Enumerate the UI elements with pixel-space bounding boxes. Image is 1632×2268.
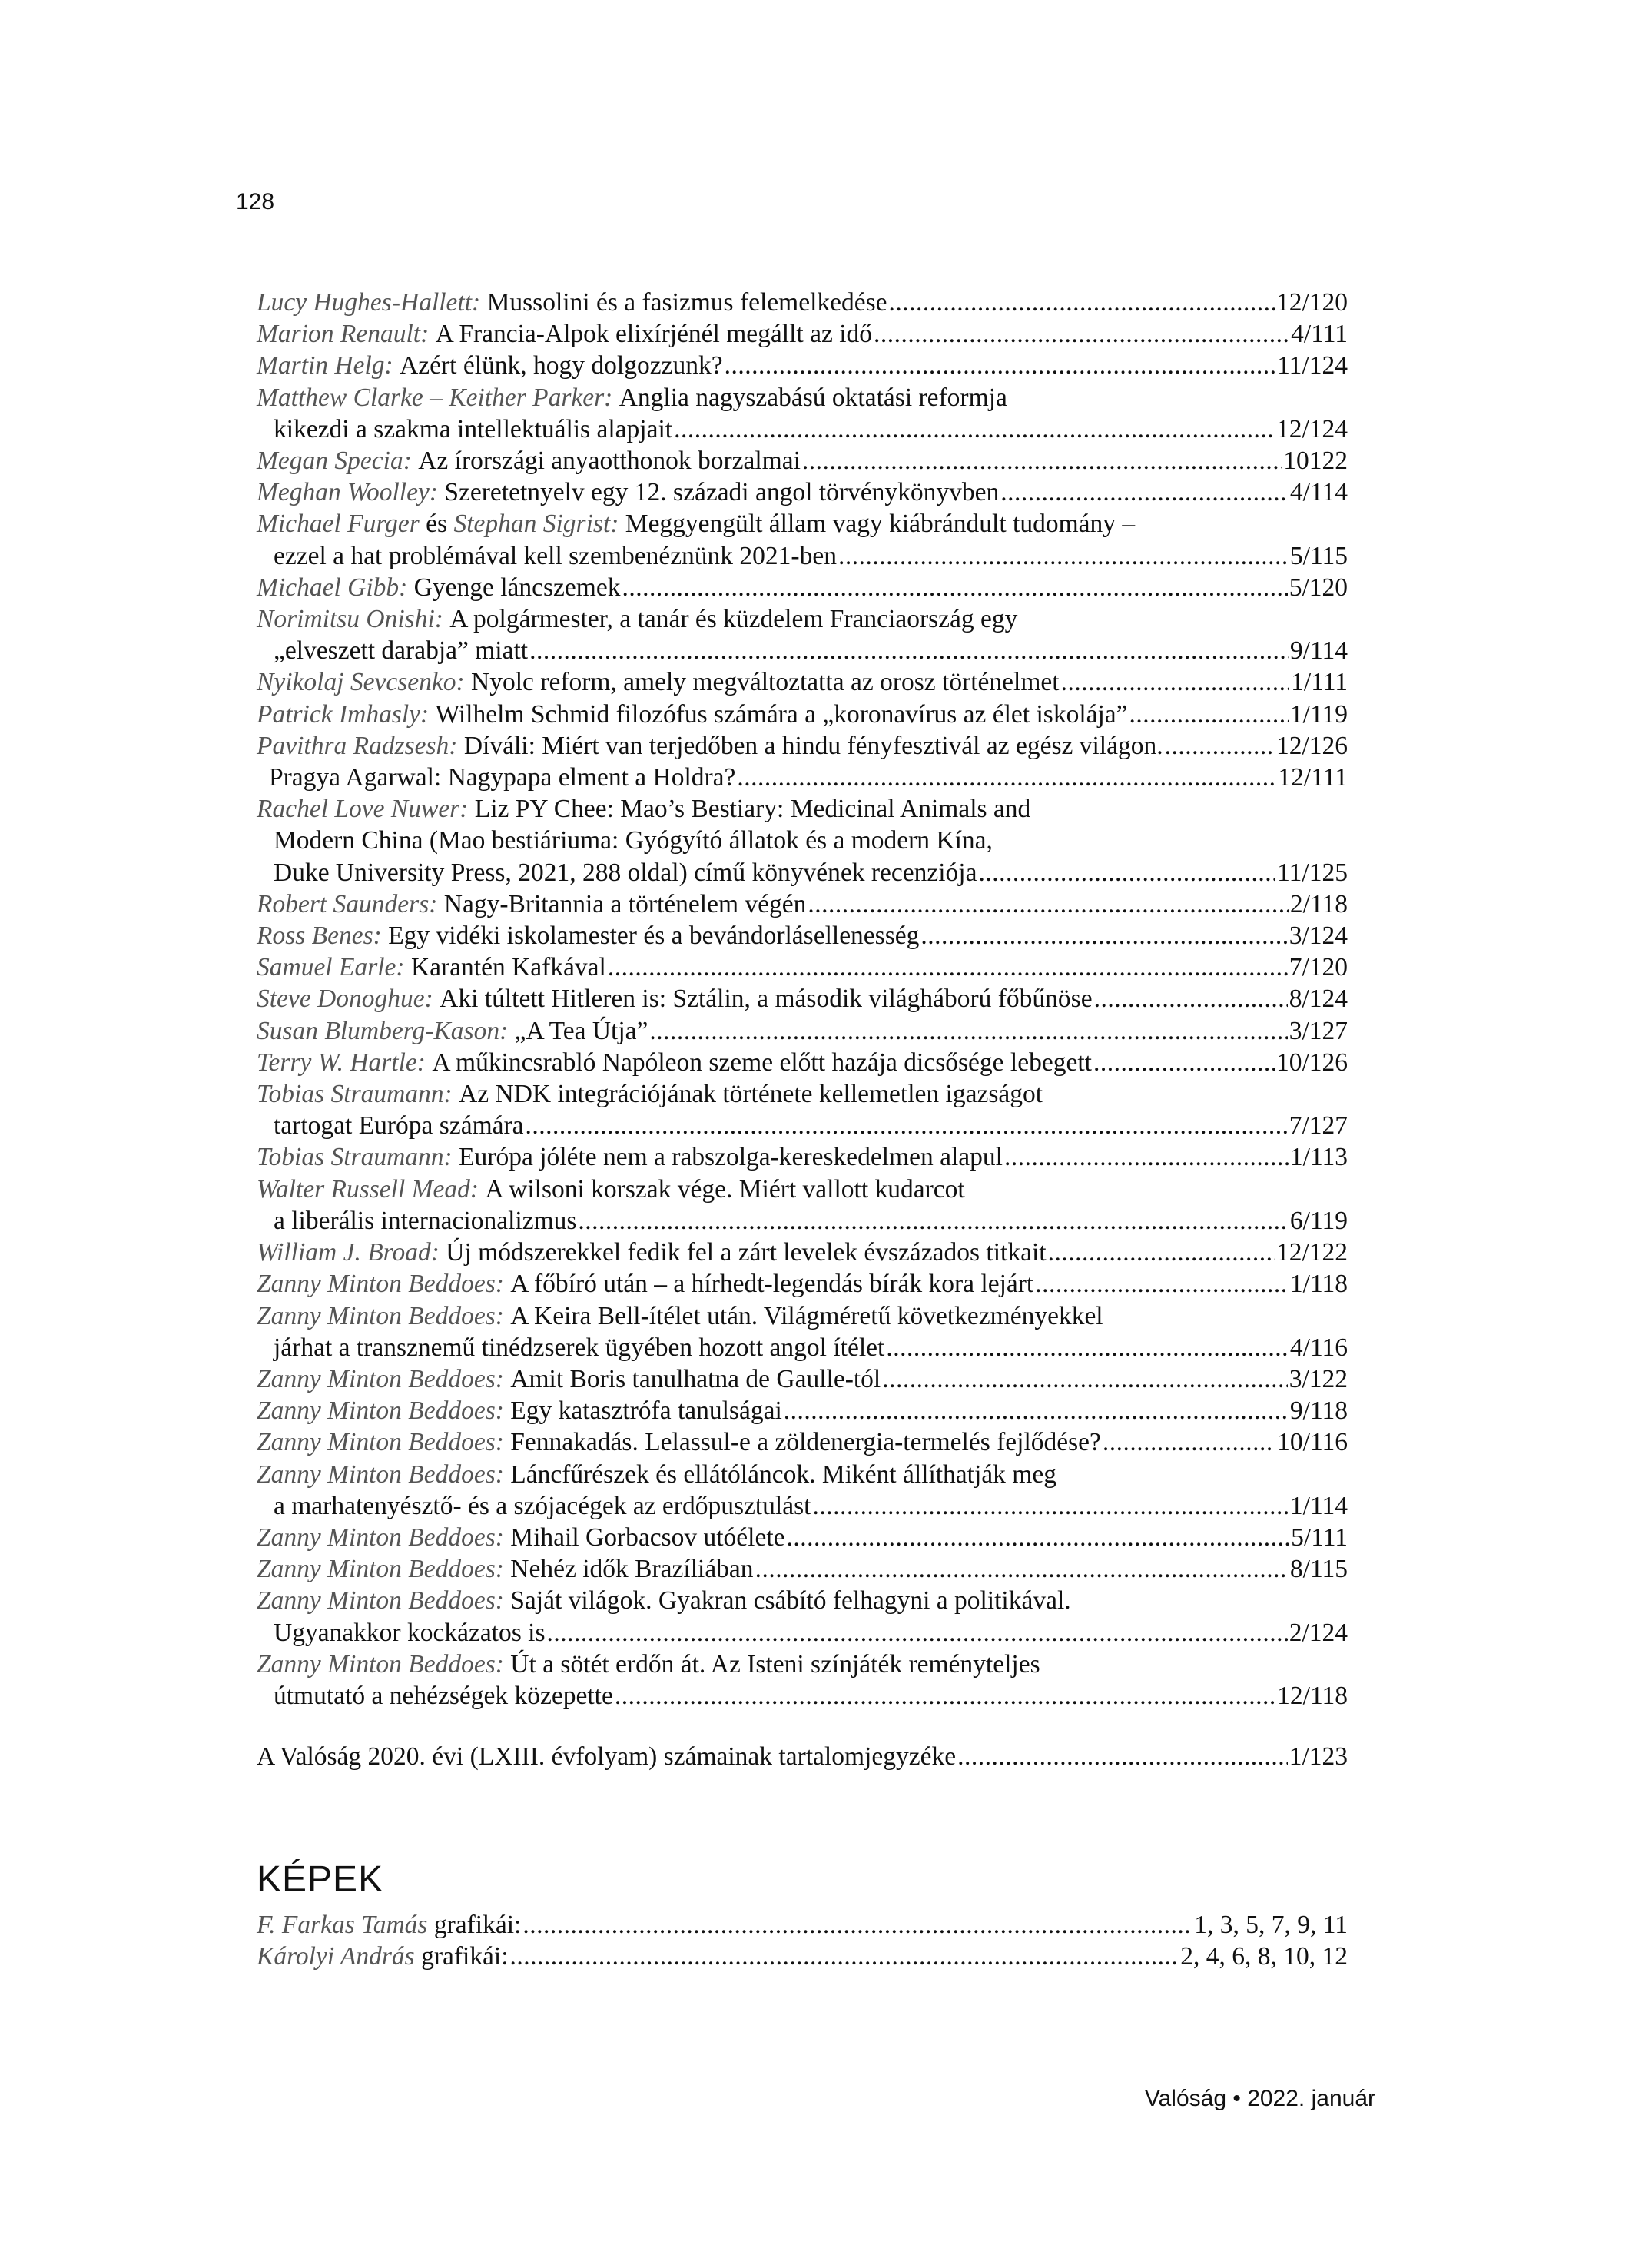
- image-credit-entry: [257, 1909, 1348, 1941]
- dot-leader: [1094, 983, 1288, 1014]
- artist-pages: 1, 3, 5, 7, 9, 11: [1194, 1911, 1348, 1939]
- dot-leader: [886, 1332, 1289, 1363]
- dot-leader: [1061, 666, 1290, 698]
- toc-entry: [257, 572, 1348, 603]
- toc-entry: [257, 1426, 1348, 1458]
- entry-author: Terry W. Hartle:: [257, 1048, 426, 1077]
- section-title-kepek: KÉPEK: [257, 1859, 384, 1900]
- toc-entry: [257, 382, 1348, 445]
- entry-page-ref: 8/115: [1289, 1555, 1348, 1584]
- entry-author: Marion Renault:: [257, 320, 430, 349]
- toc-entry-line: [257, 318, 1348, 350]
- dot-leader: [1103, 1426, 1275, 1458]
- entry-title: tartogat Európa számára: [274, 1111, 524, 1141]
- entry-page-ref: 10/126: [1275, 1048, 1348, 1077]
- entry-author: Robert Saunders:: [257, 889, 438, 918]
- entry-title: „elveszett darabja” miatt: [274, 636, 529, 666]
- toc-entry-line: [257, 699, 1348, 730]
- entry-page-ref: 12/120: [1275, 288, 1348, 317]
- entry-title: A főbíró után – a hírhedt-legendás bírák kora lejárt: [510, 1270, 1034, 1299]
- dot-leader: [812, 1490, 1288, 1522]
- entry-author: Tobias Straumann:: [257, 1143, 453, 1172]
- toc-entry: [257, 793, 1348, 888]
- entry-page-ref: 1/119: [1289, 699, 1348, 729]
- toc-entry: [257, 1395, 1348, 1426]
- entry-title: Díváli: Miért van terjedőben a hindu fényfesztivál az egész világon.: [463, 731, 1163, 760]
- toc-entry-line: [257, 825, 1348, 856]
- dot-leader: [615, 1680, 1275, 1712]
- entry-page-ref: 7/120: [1289, 953, 1348, 982]
- dot-leader: [526, 1110, 1288, 1141]
- entry-page-ref: 9/114: [1289, 636, 1348, 666]
- toc-entry-line: [257, 730, 1348, 762]
- entry-author: Nyikolaj Sevcsenko:: [257, 668, 465, 697]
- toc-entry-line: [257, 1237, 1348, 1268]
- dot-leader: [510, 1941, 1179, 1972]
- toc-entry: [257, 888, 1348, 920]
- entry-page-ref: 11/125: [1277, 858, 1348, 887]
- entry-title: Karantén Kafkával: [410, 953, 606, 982]
- toc-entry: [257, 920, 1348, 951]
- toc-entry-line: [257, 888, 1348, 920]
- entry-page-ref: 9/118: [1289, 1396, 1348, 1426]
- entry-title: Szeretetnyelv egy 12. századi angol törvénykönyvben: [444, 478, 1000, 507]
- entry-author-2: Stephan Sigrist:: [453, 510, 619, 539]
- entry-title: Nehéz idők Brazíliában: [510, 1555, 754, 1584]
- dot-leader: [808, 888, 1289, 920]
- dot-leader: [1129, 699, 1289, 730]
- annual-index-title: A Valóság 2020. évi (LXIII. évfolyam) számainak tartalomjegyzéke: [257, 1742, 957, 1772]
- toc-entry-line: [257, 287, 1348, 318]
- entry-author: Megan Specia:: [257, 447, 412, 476]
- entry-page-ref: 11/124: [1277, 351, 1348, 380]
- entry-author: William J. Broad:: [257, 1238, 440, 1267]
- toc-entry-line: [257, 1078, 1348, 1110]
- toc-entry: [257, 1047, 1348, 1078]
- toc-entry-line: [257, 1141, 1348, 1173]
- entry-title: Mihail Gorbacsov utóélete: [510, 1523, 785, 1552]
- dot-leader: [1048, 1237, 1275, 1268]
- entry-page-ref: 3/124: [1289, 921, 1348, 951]
- dot-leader: [674, 413, 1275, 445]
- toc-entry: [257, 1141, 1348, 1173]
- dot-leader: [784, 1395, 1289, 1426]
- entry-title: ezzel a hat problémával kell szembenéznünk 2021-ben: [274, 541, 837, 570]
- toc-entry: [257, 730, 1348, 762]
- entry-title: a marhatenyésztő- és a szójacégek az erdőpusztulást: [274, 1491, 811, 1520]
- entry-title: Út a sötét erdőn át. Az Isteni színjáték reményteljes: [510, 1649, 1040, 1679]
- dot-leader: [1000, 477, 1289, 508]
- entry-page-ref: 5/120: [1289, 573, 1348, 602]
- entry-page-ref: 1/111: [1291, 668, 1348, 697]
- annual-index-entry: [257, 1741, 1348, 1772]
- entry-title: A wilsoni korszak vége. Miért vallott kudarcot: [485, 1174, 965, 1204]
- toc-entry-line: [257, 635, 1348, 666]
- entry-author: Martin Helg:: [257, 351, 393, 380]
- toc-entry-line: [257, 1490, 1348, 1522]
- entry-title: Egy vidéki iskolamester és a bevándorlásellenesség: [388, 921, 920, 951]
- entry-author: Michael Gibb:: [257, 573, 408, 602]
- entry-title: Modern China (Mao bestiáriuma: Gyógyító állatok és a modern Kína,: [274, 826, 993, 855]
- entry-author: Zanny Minton Beddoes:: [257, 1301, 504, 1330]
- toc-entry: [257, 1649, 1348, 1712]
- entry-page-ref: 1/114: [1289, 1491, 1348, 1520]
- entry-title: Az NDK integrációjának története kellemetlen igazságot: [459, 1080, 1043, 1109]
- entry-author: Susan Blumberg-Kason:: [257, 1016, 509, 1045]
- entry-author: Tobias Straumann:: [257, 1080, 453, 1109]
- dot-leader: [882, 1363, 1287, 1395]
- footer-journal-issue: Valóság • 2022. január: [1144, 2086, 1375, 2111]
- entry-author: Zanny Minton Beddoes:: [257, 1586, 504, 1615]
- dot-leader: [957, 1741, 1288, 1772]
- toc-entry: [257, 287, 1348, 318]
- toc-entry-line: [257, 508, 1348, 540]
- entry-title: Liz PY Chee: Mao’s Bestiary: Medicinal Animals and: [474, 795, 1031, 824]
- images-list: [257, 1909, 1348, 1972]
- toc-entry-line: [257, 1205, 1348, 1237]
- toc-entry-line: [257, 762, 1348, 793]
- entry-author: Michael Furger: [257, 510, 420, 539]
- entry-title: Aki túltett Hitleren is: Sztálin, a második világháború főbűnöse: [440, 985, 1093, 1014]
- entry-page-ref: 7/127: [1289, 1111, 1348, 1141]
- entry-author: Samuel Earle:: [257, 953, 405, 982]
- dot-leader: [920, 920, 1287, 951]
- entry-title: A műkincsrabló Napóleon szeme előtt hazája dicsősége lebegett: [432, 1048, 1092, 1077]
- toc-entry-line: [257, 1363, 1348, 1395]
- entry-page-ref: 1/113: [1289, 1143, 1348, 1172]
- toc-entry: [257, 1363, 1348, 1395]
- toc-entry-line: [257, 1459, 1348, 1490]
- toc-entry: [257, 699, 1348, 730]
- toc-entry: [257, 1300, 1348, 1363]
- entry-author: Meghan Woolley:: [257, 478, 438, 507]
- dot-leader: [529, 635, 1289, 666]
- entry-title: Új módszerekkel fedik fel a zárt levelek évszázados titkait: [446, 1238, 1047, 1267]
- entry-page-ref: 4/111: [1291, 320, 1348, 349]
- table-of-contents: [257, 287, 1348, 1772]
- toc-entry-line: [257, 793, 1348, 825]
- toc-entry: [257, 603, 1348, 666]
- toc-entry-line: [257, 1522, 1348, 1553]
- entry-title: Wilhelm Schmid filozófus számára a „koronavírus az élet iskolája”: [435, 699, 1128, 729]
- toc-entry: [257, 477, 1348, 508]
- toc-entry-line: [257, 477, 1348, 508]
- entry-page-ref: 3/122: [1289, 1364, 1348, 1393]
- toc-entry: [257, 1459, 1348, 1522]
- dot-leader: [755, 1553, 1289, 1585]
- entry-title: Pragya Agarwal: Nagypapa elment a Holdra?: [269, 763, 736, 792]
- entry-page-ref: 5/111: [1291, 1523, 1348, 1552]
- image-credit-entry: [257, 1941, 1348, 1972]
- toc-entry: [257, 1522, 1348, 1553]
- toc-entry: [257, 1078, 1348, 1141]
- toc-entry-line: [257, 983, 1348, 1014]
- dot-leader: [1035, 1268, 1289, 1300]
- entry-author: Zanny Minton Beddoes:: [257, 1459, 504, 1489]
- entry-title: A Francia-Alpok elixírjénél megállt az idő: [435, 320, 872, 349]
- entry-title: Azért élünk, hogy dolgozzunk?: [400, 351, 723, 380]
- entry-page-ref: 1/118: [1289, 1270, 1348, 1299]
- toc-entry-line: [257, 572, 1348, 603]
- entry-page-ref: 12/118: [1277, 1681, 1348, 1710]
- toc-entry-line: [257, 1617, 1348, 1649]
- toc-entry-line: [257, 382, 1348, 413]
- toc-entry: [257, 762, 1348, 793]
- toc-entry-line: [257, 1395, 1348, 1426]
- entry-author: Walter Russell Mead:: [257, 1174, 479, 1204]
- toc-entry-line: [257, 951, 1348, 983]
- page-number: 128: [236, 189, 275, 214]
- toc-entry-line: [257, 350, 1348, 381]
- toc-entry-line: [257, 1649, 1348, 1680]
- entry-title: Mussolini és a fasizmus felemelkedése: [486, 288, 887, 317]
- toc-entry-line: [257, 1268, 1348, 1300]
- entry-page-ref: 8/124: [1289, 985, 1348, 1014]
- entry-title: Saját világok. Gyakran csábító felhagyni a politikával.: [510, 1586, 1071, 1615]
- entry-page-ref: 10/116: [1277, 1428, 1348, 1457]
- entry-title: A polgármester, a tanár és küzdelem Franciaország egy: [449, 605, 1018, 634]
- entry-page-ref: 4/114: [1289, 478, 1348, 507]
- entry-title: A Keira Bell-ítélet után. Világméretű következményekkel: [510, 1301, 1103, 1330]
- artist-label: grafikái:: [421, 1942, 509, 1971]
- toc-entry-line: [257, 1426, 1348, 1458]
- entry-page-ref: 3/127: [1289, 1016, 1348, 1045]
- toc-entry-line: [257, 1553, 1348, 1585]
- toc-entry-line: [257, 1047, 1348, 1078]
- toc-entry-line: [257, 1015, 1348, 1047]
- toc-entry: [257, 951, 1348, 983]
- entry-page-ref: 10122: [1283, 447, 1348, 476]
- entry-page-ref: 2/124: [1289, 1618, 1348, 1647]
- toc-entry: [257, 1268, 1348, 1300]
- entry-author: Lucy Hughes-Hallett:: [257, 288, 481, 317]
- entry-title: a liberális internacionalizmus: [274, 1206, 577, 1235]
- entry-title: Meggyengült állam vagy kiábrándult tudomány –: [625, 510, 1136, 539]
- entry-title: Nyolc reform, amely megváltoztatta az orosz történelmet: [471, 668, 1060, 697]
- dot-leader: [889, 287, 1275, 318]
- entry-page-ref: 12/126: [1275, 731, 1348, 760]
- entry-title: Duke University Press, 2021, 288 oldal) című könyvének recenziója: [274, 858, 977, 887]
- dot-leader: [1093, 1047, 1275, 1078]
- entry-title: Nagy-Britannia a történelem végén: [443, 889, 807, 918]
- entry-author: Zanny Minton Beddoes:: [257, 1428, 504, 1457]
- entry-title: Fennakadás. Lelassul-e a zöldenergia-termelés fejlődése?: [510, 1428, 1101, 1457]
- artist-label: grafikái:: [433, 1911, 522, 1939]
- toc-entry-line: [257, 666, 1348, 698]
- dot-leader: [1004, 1141, 1289, 1173]
- toc-entry-line: [257, 1110, 1348, 1141]
- entry-title: „A Tea Útja”: [514, 1016, 648, 1045]
- toc-entry: [257, 1015, 1348, 1047]
- dot-leader: [874, 318, 1289, 350]
- dot-leader: [578, 1205, 1289, 1237]
- entry-page-ref: 12/111: [1278, 763, 1348, 792]
- entry-author: Zanny Minton Beddoes:: [257, 1649, 504, 1679]
- artist-name: F. Farkas Tamás: [257, 1911, 428, 1939]
- artist-pages: 2, 4, 6, 8, 10, 12: [1180, 1942, 1348, 1971]
- toc-entry-line: [257, 413, 1348, 445]
- entry-title: Egy katasztrófa tanulságai: [510, 1396, 782, 1426]
- toc-entry: [257, 1174, 1348, 1237]
- entry-title: Amit Boris tanulhatna de Gaulle-tól: [510, 1364, 881, 1393]
- toc-entry: [257, 1585, 1348, 1648]
- entry-author: Zanny Minton Beddoes:: [257, 1555, 504, 1584]
- dot-leader: [725, 350, 1276, 381]
- toc-entry-line: [257, 540, 1348, 572]
- toc-entry-line: [257, 445, 1348, 477]
- entry-page-ref: 6/119: [1289, 1206, 1348, 1235]
- toc-entry: [257, 445, 1348, 477]
- toc-entry: [257, 1237, 1348, 1268]
- dot-leader: [622, 572, 1287, 603]
- dot-leader: [978, 857, 1275, 888]
- entry-author: Rachel Love Nuwer:: [257, 795, 469, 824]
- dot-leader: [649, 1015, 1287, 1047]
- entry-page-ref: 4/116: [1289, 1333, 1348, 1362]
- toc-entry-line: [257, 1680, 1348, 1712]
- dot-leader: [787, 1522, 1290, 1553]
- toc-entry-line: [257, 857, 1348, 888]
- toc-entry: [257, 983, 1348, 1014]
- entry-author: Zanny Minton Beddoes:: [257, 1523, 504, 1552]
- entry-title: járhat a transznemű tinédzserek ügyében hozott angol ítélet: [274, 1333, 885, 1362]
- entry-author: Pavithra Radzsesh:: [257, 731, 458, 760]
- artist-name: Károlyi András: [257, 1942, 415, 1971]
- toc-entry-line: [257, 603, 1348, 635]
- toc-entry-line: [257, 920, 1348, 951]
- entry-author: Zanny Minton Beddoes:: [257, 1364, 504, 1393]
- dot-leader: [547, 1617, 1288, 1649]
- entry-page-ref: 2/118: [1289, 889, 1348, 918]
- toc-entry-line: [257, 1585, 1348, 1616]
- annual-index-page: 1/123: [1289, 1742, 1348, 1772]
- dot-leader: [802, 445, 1282, 477]
- entry-title: Az írországi anyaotthonok borzalmai: [418, 447, 801, 476]
- toc-entry-line: [257, 1300, 1348, 1332]
- toc-entry: [257, 666, 1348, 698]
- entry-title: Anglia nagyszabású oktatási reformja: [619, 383, 1007, 412]
- dot-leader: [608, 951, 1288, 983]
- entry-title: Láncfűrészek és ellátóláncok. Miként állíthatják meg: [510, 1459, 1056, 1489]
- entry-page-ref: 12/124: [1275, 414, 1348, 443]
- toc-entry: [257, 350, 1348, 381]
- entry-author: Matthew Clarke – Keither Parker:: [257, 383, 613, 412]
- entry-page-ref: 5/115: [1289, 541, 1348, 570]
- dot-leader: [1165, 730, 1275, 762]
- toc-entry-line: [257, 1174, 1348, 1205]
- entry-title: Európa jóléte nem a rabszolga-kereskedelmen alapul: [459, 1143, 1003, 1172]
- dot-leader: [522, 1909, 1192, 1941]
- entry-title: Gyenge láncszemek: [413, 573, 621, 602]
- dot-leader: [838, 540, 1289, 572]
- toc-entry: [257, 1553, 1348, 1585]
- toc-entry-line: [257, 1332, 1348, 1363]
- entry-author: Ross Benes:: [257, 921, 382, 951]
- entry-title: Ugyanakkor kockázatos is: [274, 1618, 546, 1647]
- toc-entry: [257, 318, 1348, 350]
- entry-author: Zanny Minton Beddoes:: [257, 1270, 504, 1299]
- entry-author: Norimitsu Onishi:: [257, 605, 443, 634]
- author-connector: és: [426, 510, 448, 539]
- entry-author: Steve Donoghue:: [257, 985, 433, 1014]
- entry-author: Patrick Imhasly:: [257, 699, 430, 729]
- entry-page-ref: 12/122: [1275, 1238, 1348, 1267]
- entry-author: Zanny Minton Beddoes:: [257, 1396, 504, 1426]
- dot-leader: [737, 762, 1276, 793]
- entry-title: kikezdi a szakma intellektuális alapjait: [274, 414, 673, 443]
- entry-title: útmutató a nehézségek közepette: [274, 1681, 613, 1710]
- toc-entry: [257, 508, 1348, 571]
